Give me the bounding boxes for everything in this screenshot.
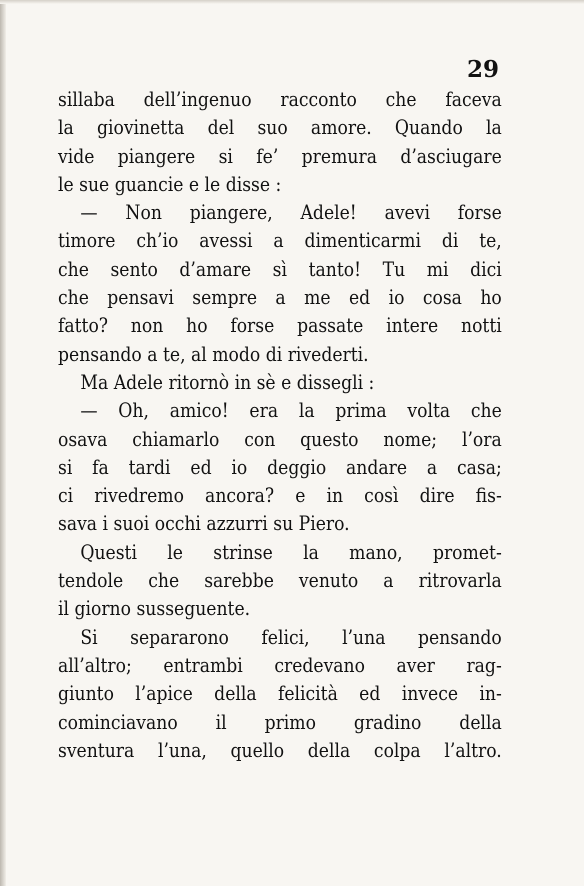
text-line: timore ch’io avessi a dimenticarmi di te,: [58, 228, 502, 253]
text-line: vide piangere si fe’ premura d’asciugare: [58, 143, 502, 168]
text-line: che sento d’amare sì tanto! Tu mi dici: [58, 256, 502, 281]
text-line: all’altro; entrambi credevano aver rag-: [58, 652, 502, 677]
body-text: [58, 85, 502, 764]
text-line: Si separarono felici, l’una pensando: [80, 624, 502, 649]
text-line: il giorno susseguente.: [58, 596, 251, 621]
page-edge-shadow: [0, 0, 6, 886]
text-line: — Oh, amico! era la prima volta che: [80, 398, 502, 423]
text-line: che pensavi sempre a me ed io cosa ho: [58, 285, 502, 310]
text-line: cominciavano il primo gradino della: [58, 709, 502, 734]
text-line: ci rivedremo ancora? e in così dire fis-: [58, 483, 502, 508]
text-line: sava i suoi occhi azzurri su Piero.: [58, 511, 350, 536]
text-line: giunto l’apice della felicità ed invece in-: [58, 681, 502, 706]
text-line: la giovinetta del suo amore. Quando la: [58, 115, 502, 140]
text-line: sventura l’una, quello della colpa l’altro.: [58, 737, 502, 762]
page-top-shadow: [0, 0, 584, 4]
text-line: sillaba dell’ingenuo racconto che faceva: [58, 87, 502, 111]
text-line: tendole che sarebbe venuto a ritrovarla: [58, 568, 502, 593]
page-number: 29: [467, 56, 500, 83]
text-line: Ma Adele ritornò in sè e dissegli :: [80, 369, 375, 394]
text-line: fatto? non ho forse passate intere notti: [58, 313, 502, 338]
text-line: si fa tardi ed io deggio andare a casa;: [58, 454, 502, 479]
text-line: Questi le strinse la mano, promet-: [80, 539, 502, 564]
text-line: osava chiamarlo con questo nome; l’ora: [58, 426, 502, 451]
text-line: le sue guancie e le disse :: [58, 171, 282, 196]
text-line: — Non piangere, Adele! avevi forse: [80, 200, 502, 225]
text-line: pensando a te, al modo di rivederti.: [58, 341, 369, 366]
